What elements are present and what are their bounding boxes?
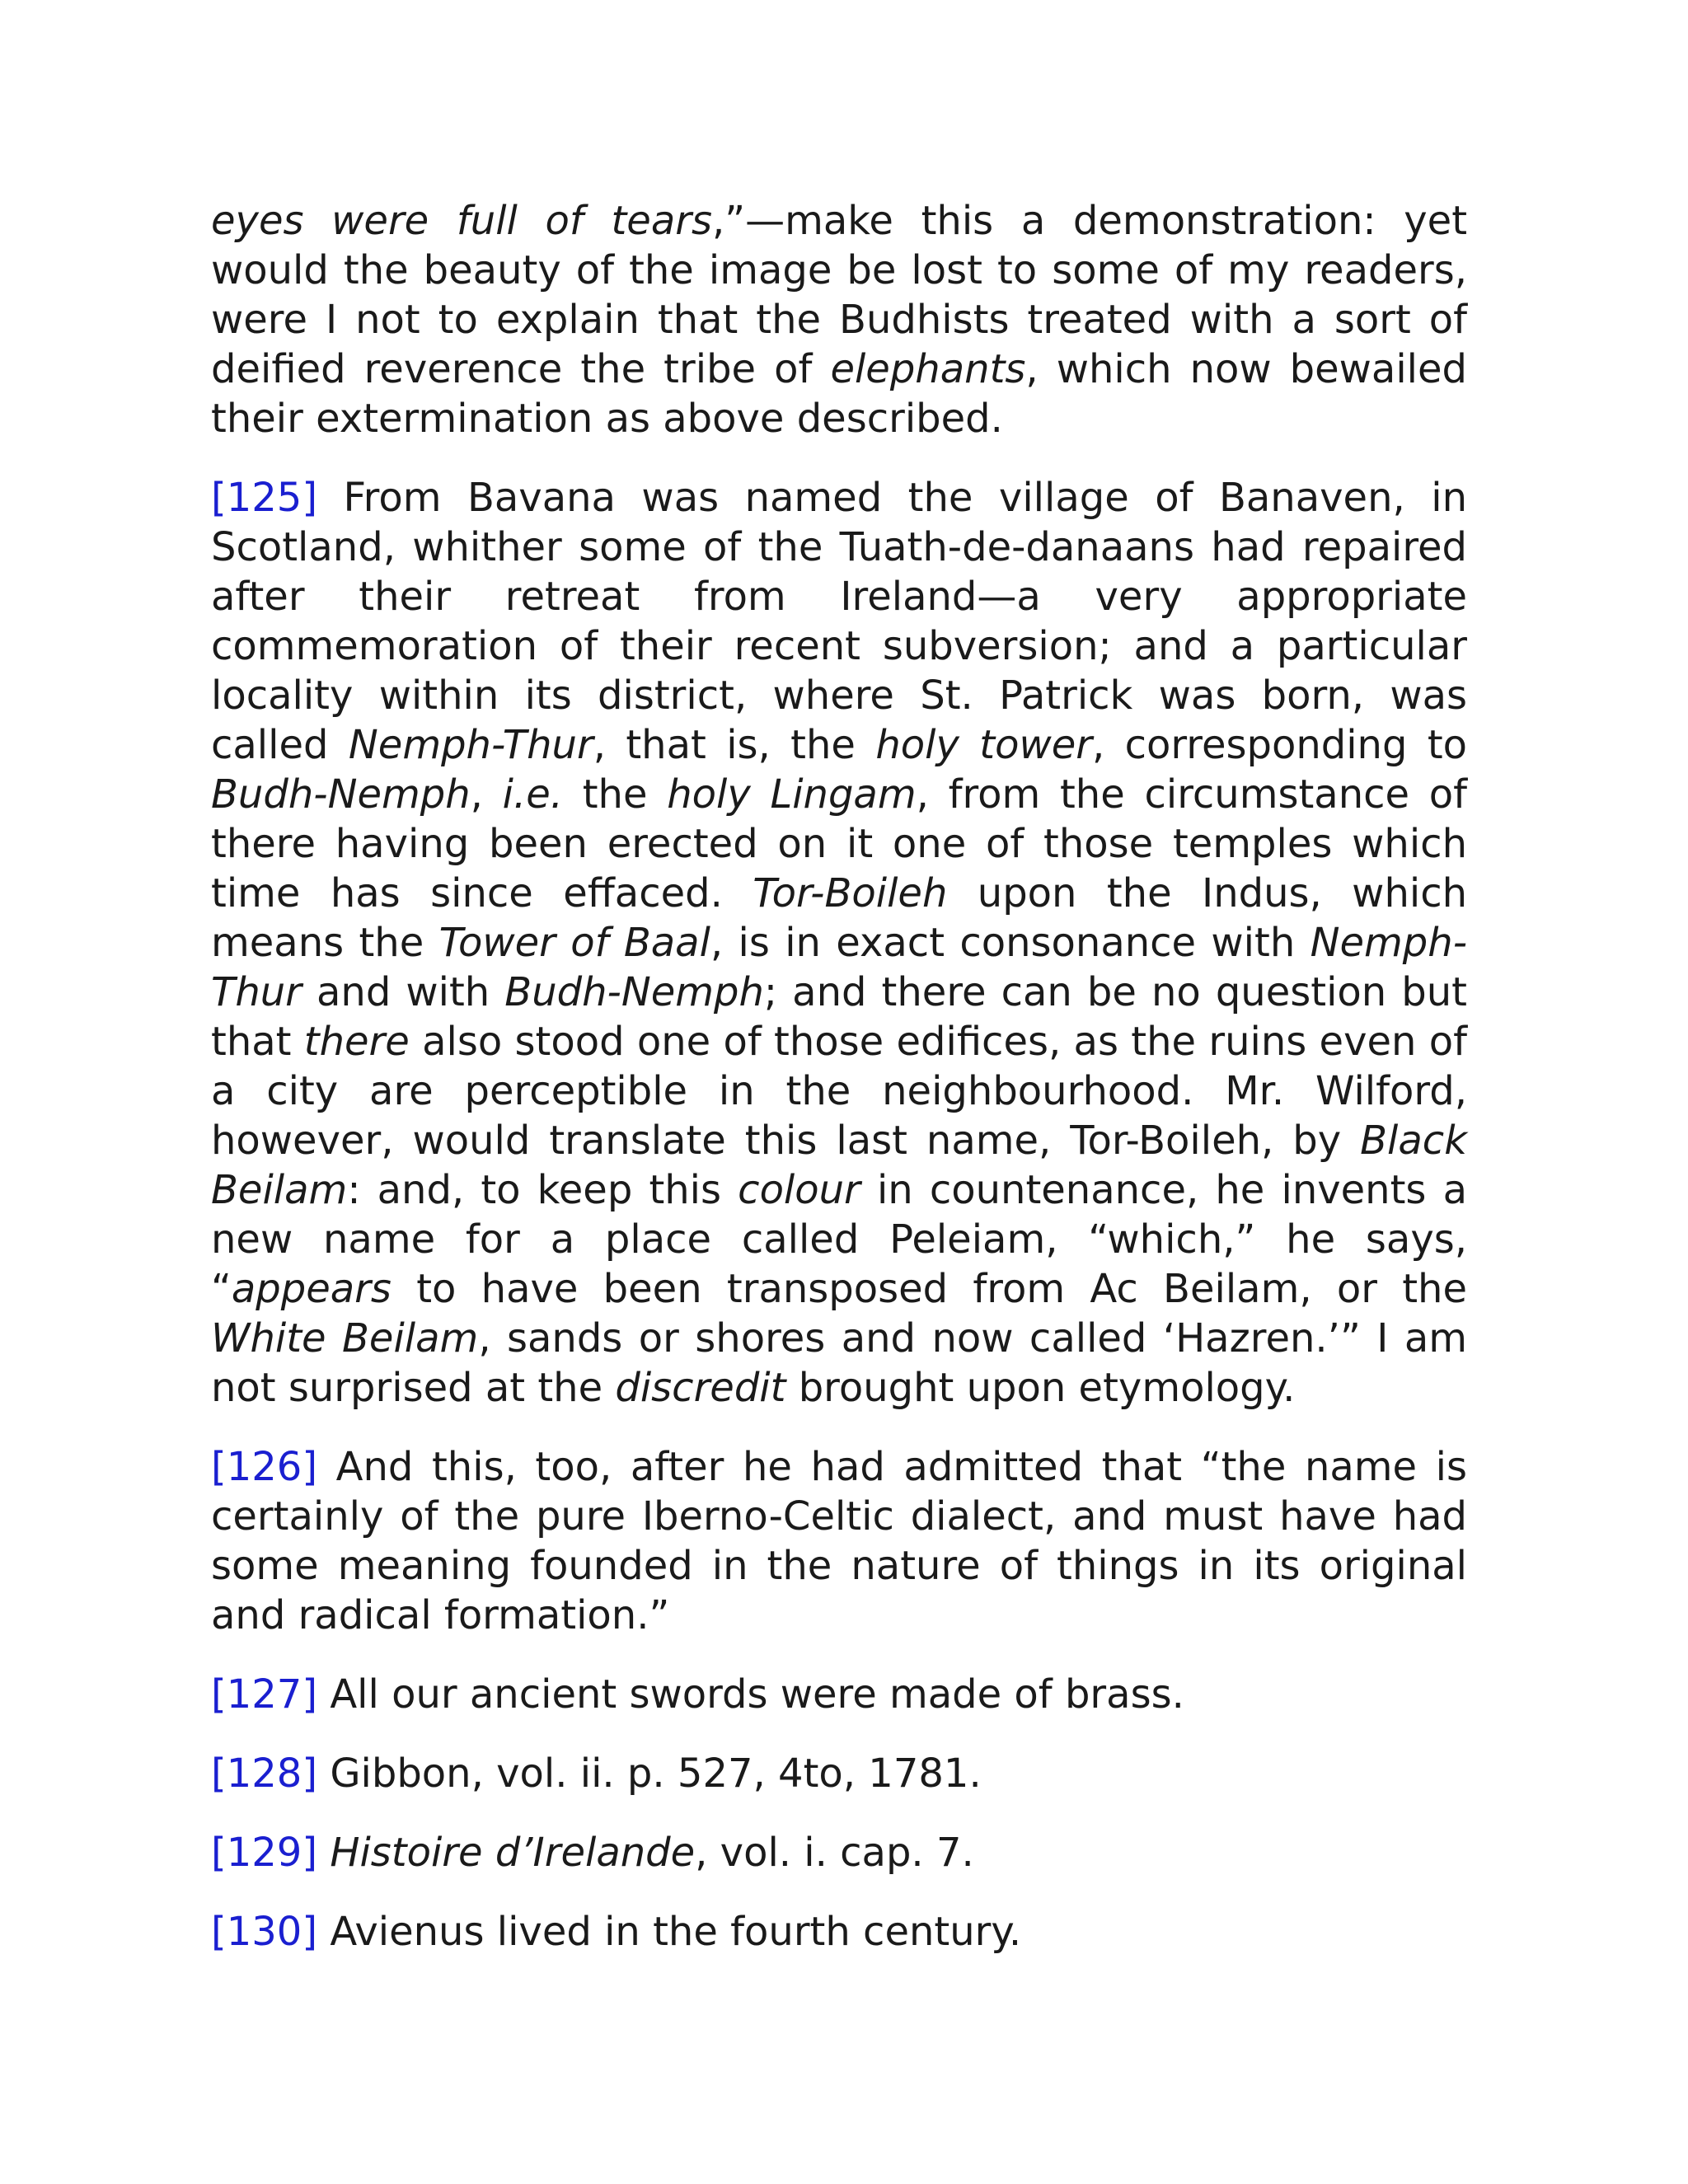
text-span: : and, to keep this [347, 1167, 738, 1213]
footnote-ref-129[interactable]: [129] [211, 1830, 318, 1876]
text-span: From Bavana was named the village of Banaven, in Scotland, whither some of the Tuath-de-danaans had repaired after their retreat from Ireland—a very appropriate commemoration of their recent subversion; and a particular locality within its district, where St. Patrick was born, was called [211, 475, 1467, 768]
italic-phrase: Tor-Boileh [753, 870, 948, 916]
text-span: , sands or shores and now called ‘Hazren.’” I am not surprised at the [211, 1315, 1467, 1411]
italic-phrase: holy Lingam [667, 771, 917, 818]
footnote-ref-127[interactable]: [127] [211, 1671, 318, 1718]
text-span: also stood one of those edifices, as the ruins even of a city are perceptible in the neighbourhood. Mr. Wilford, however, would translate this last name, Tor-Boileh, by [211, 1019, 1468, 1164]
text-span: and with [301, 969, 505, 1015]
italic-phrase: Budh-Nemph [504, 969, 764, 1015]
text-span: , corresponding to [1091, 722, 1468, 768]
italic-phrase: Black Beilam [211, 1118, 1467, 1213]
text-span: Avienus lived in the fourth century. [317, 1909, 1022, 1955]
text-span: And this, too, after he had admitted that “the name is certainly of the pure Iberno-Celtic dialect, and must have had some meaning founded in the nature of things in its original and radical formation.” [211, 1444, 1467, 1638]
footnote-ref-126[interactable]: [126] [211, 1444, 318, 1490]
footnote-130 [211, 1907, 1467, 1957]
text-span: , from the circumstance of there having been erected on it one of those temples which time has since effaced. [211, 771, 1468, 916]
text-span: ; and there can be no question but that [211, 969, 1467, 1065]
italic-phrase: there [303, 1019, 410, 1065]
footnote-128 [211, 1749, 1467, 1798]
italic-phrase: White Beilam [211, 1315, 479, 1361]
footnote-ref-130[interactable]: [130] [211, 1909, 318, 1955]
italic-phrase: Budh-Nemph [211, 771, 471, 818]
footnote-125 [211, 473, 1467, 1413]
text-span: ,”—make this a demonstration: yet would the beauty of the image be lost to some of my readers, were I not to explain that the Budhists treated with a sort of deified reverence the tribe of [211, 198, 1468, 392]
text-span: the [563, 771, 668, 818]
italic-phrase: colour [738, 1167, 860, 1213]
footnote-ref-125[interactable]: [125] [211, 475, 318, 521]
italic-phrase: eyes were full of tears [211, 198, 712, 244]
text-span: , that is, the [593, 722, 876, 768]
footnote-126 [211, 1442, 1467, 1640]
text-span: upon the Indus, which means the [211, 870, 1468, 966]
continued-footnote-text [211, 196, 1467, 443]
text-span [317, 1830, 330, 1876]
text-span: , [470, 771, 503, 818]
italic-phrase: Tower of Baal [438, 920, 710, 966]
text-span: Gibbon, vol. ii. p. 527, 4to, 1781. [317, 1750, 982, 1797]
italic-phrase: Nemph-Thur [211, 920, 1468, 1015]
footnote-129 [211, 1828, 1467, 1877]
italic-phrase: appears [231, 1266, 392, 1312]
text-span: in countenance, he invents a new name for a place called Peleiam, “which,” he says, “ [211, 1167, 1467, 1312]
italic-phrase: i.e. [502, 771, 564, 818]
text-span: brought upon etymology. [785, 1365, 1296, 1411]
text-span: , vol. i. cap. 7. [695, 1830, 974, 1876]
text-span: All our ancient swords were made of brass. [317, 1671, 1184, 1718]
italic-phrase: discredit [615, 1365, 786, 1411]
footnote-ref-128[interactable]: [128] [211, 1750, 318, 1797]
footnote-127 [211, 1670, 1467, 1719]
italic-title: Histoire d’Irelande [330, 1830, 696, 1876]
italic-phrase: elephants [830, 346, 1026, 392]
italic-phrase: holy tower [875, 722, 1092, 768]
page-body [211, 196, 1467, 1986]
text-span: , is in exact consonance with [710, 920, 1311, 966]
text-span: to have been transposed from Ac Beilam, or the [391, 1266, 1467, 1312]
italic-phrase: Nemph-Thur [348, 722, 593, 768]
text-span: , which now bewailed their extermination as above described. [211, 346, 1468, 442]
